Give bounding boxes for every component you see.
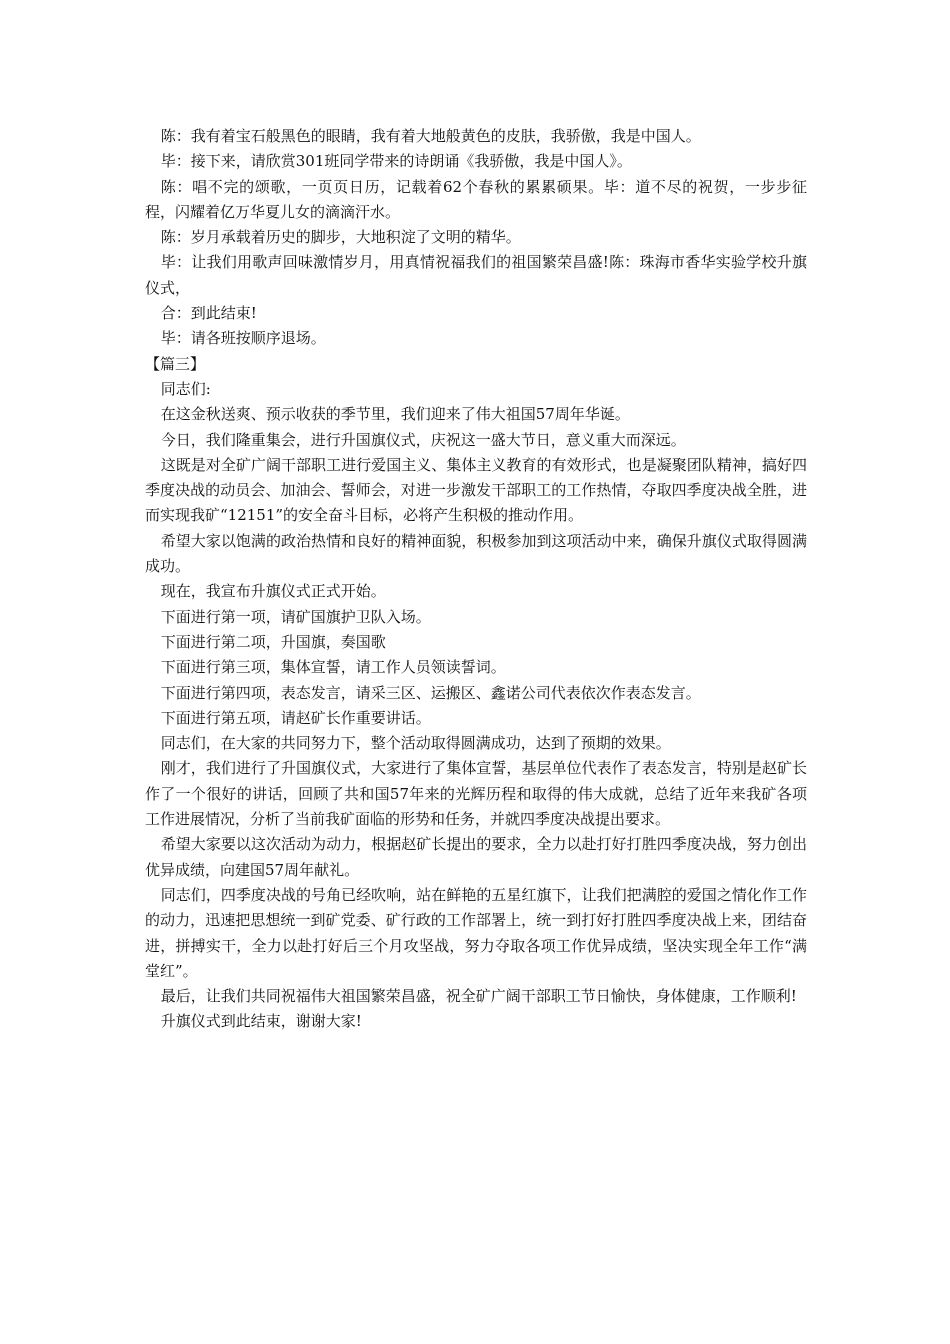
paragraph: 希望大家以饱满的政治热情和良好的精神面貌，积极参加到这项活动中来，确保升旗仪式取得圆满成功。 [145,531,807,576]
paragraph: 下面进行第五项，请赵矿长作重要讲话。 [160,708,431,727]
paragraph: 下面进行第一项，请矿国旗护卫队入场。 [160,607,431,626]
paragraph: 现在，我宣布升旗仪式正式开始。 [160,582,386,601]
paragraph: 下面进行第二项，升国旗，奏国歌 [160,632,386,651]
paragraph: 在这金秋送爽、预示收获的季节里，我们迎来了伟大祖国57周年华诞。 [160,405,630,424]
paragraph: 下面进行第三项，集体宣誓，请工作人员领读誓词。 [160,658,506,677]
paragraph: 下面进行第四项，表态发言，请采三区、运搬区、鑫诺公司代表依次作表态发言。 [160,683,701,702]
paragraph: 刚才，我们进行了升国旗仪式，大家进行了集体宣誓，基层单位代表作了表态发言，特别是赵矿长作了一个很好的讲话，回顾了共和国57年来的光辉历程和取得的伟大成就，总结了近年来我矿各项工作进展情况，分析了当前我矿面临的形势和任务，并就四季度决战提出要求。 [145,759,807,829]
paragraph: 毕：让我们用歌声回味激情岁月，用真情祝福我们的祖国繁荣昌盛!陈：珠海市香华实验学校升旗仪式， [145,253,807,297]
paragraph: 这既是对全矿广阔干部职工进行爱国主义、集体主义教育的有效形式，也是凝聚团队精神，搞好四季度决战的动员会、加油会、誓师会，对进一步激发干部职工的工作热情，夺取四季度决战全胜，进而实现我矿“12151”的安全奋斗目标，必将产生积极的推动作用。 [145,455,807,525]
paragraph: 陈：唱不完的颂歌，一页页日历，记载着62个春秋的累累硕果。毕：道不尽的祝贺，一步步征程，闪耀着亿万华夏儿女的滴滴汗水。 [145,177,807,221]
document-page [145,124,807,1035]
paragraph: 合：到此结束! [160,304,257,323]
paragraph: 毕：接下来，请欣赏301班同学带来的诗朗诵《我骄傲，我是中国人》。 [160,152,632,171]
paragraph: 陈：我有着宝石般黑色的眼睛，我有着大地般黄色的皮肤，我骄傲，我是中国人。 [160,127,701,145]
paragraph: 同志们: [160,379,211,398]
paragraph: 今日，我们隆重集会，进行升国旗仪式，庆祝这一盛大节日，意义重大而深远。 [160,430,686,449]
paragraph: 最后，让我们共同祝福伟大祖国繁荣昌盛，祝全矿广阔干部职工节日愉快，身体健康，工作顺利! [160,987,797,1006]
paragraph: 同志们，四季度决战的号角已经吹响，站在鲜艳的五星红旗下，让我们把满腔的爱国之情化作工作的动力，迅速把思想统一到矿党委、矿行政的工作部署上，统一到打好打胜四季度决战上来，团结奋进，拼搏实干，全力以赴打好后三个月攻坚战，努力夺取各项工作优异成绩，坚决实现全年工作“满堂红”。 [145,885,807,980]
paragraph: 陈：岁月承载着历史的脚步，大地积淀了文明的精华。 [160,228,521,247]
section-heading: 【篇三】 [145,354,206,373]
paragraph: 升旗仪式到此结束，谢谢大家! [160,1012,362,1031]
paragraph: 同志们，在大家的共同努力下，整个活动取得圆满成功，达到了预期的效果。 [160,734,671,753]
paragraph: 毕：请各班按顺序退场。 [160,329,326,348]
paragraph: 希望大家要以这次活动为动力，根据赵矿长提出的要求，全力以赴打好打胜四季度决战，努力创出优异成绩，向建国57周年献礼。 [145,835,807,879]
